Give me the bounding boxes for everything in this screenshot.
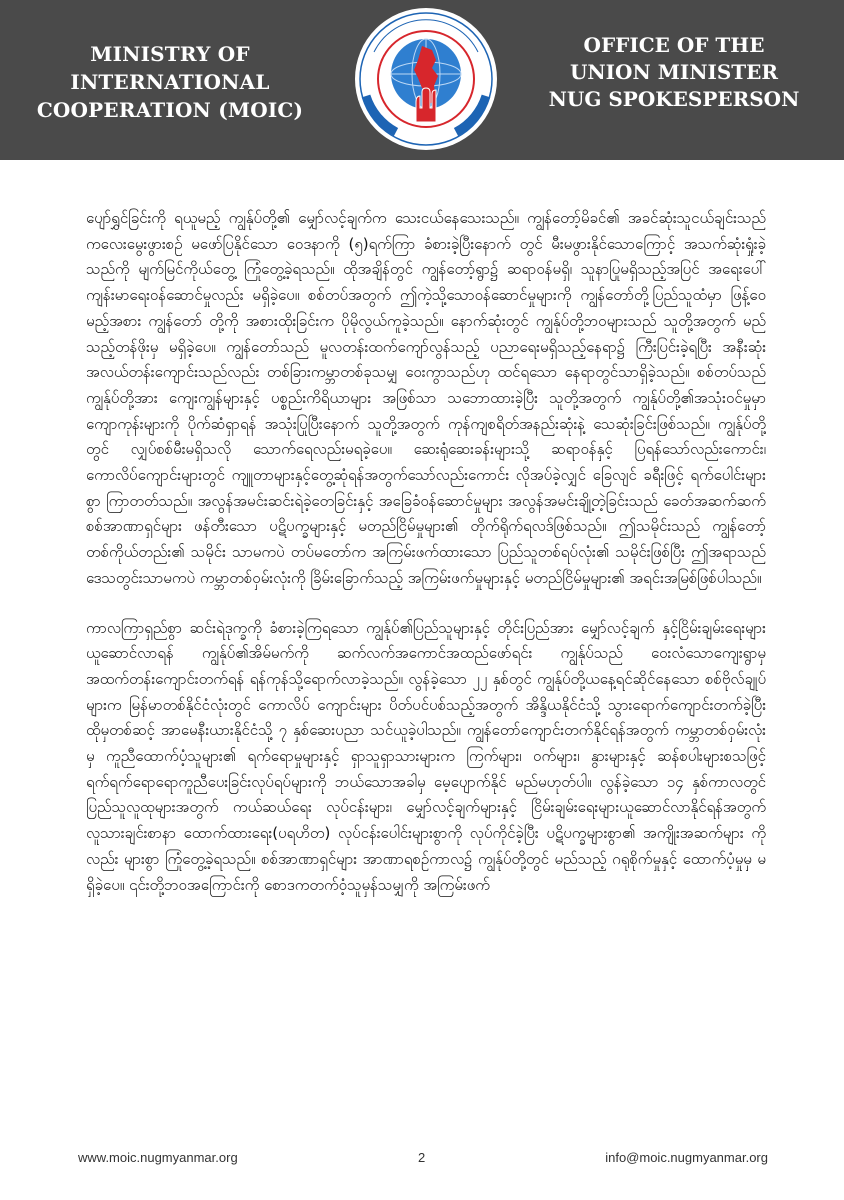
ministry-name-line2: COOPERATION (MOIC) bbox=[36, 98, 304, 122]
office-name-line1: OFFICE OF THE bbox=[583, 33, 765, 57]
office-name-line2: UNION MINISTER bbox=[569, 60, 779, 84]
office-name bbox=[524, 32, 824, 113]
page-footer bbox=[78, 1150, 768, 1170]
moic-seal-logo bbox=[352, 4, 500, 154]
ministry-name bbox=[20, 40, 320, 124]
statement-body bbox=[86, 206, 766, 922]
paragraph-2: ကာလကြာရှည်စွာ ဆင်းရဲဒုက္ခကို ခံစားခဲ့ကြရသော ကျွန်ုပ်၏ပြည်သူများနှင့် တိုင်းပြည်အား မျှော်လင့်ချက် နှင့်ငြိမ်းချမ်းရေးများယူဆောင်လာရန် ကျွန်ုပ်၏အိမ်မက်ကို ဆက်လက်အကောင်အထည်ဖော်ရင်း ကျွန်ုပ်သည် ဝေးလံသောကျေးရွာမှ အထက်တန်းကျောင်းတက်ရန် ရန်ကုန်သို့ရောက်လာခဲ့သည်။ လွန်ခဲ့သော ၂၂ နှစ်တွင် ကျွန်ုပ်တို့ယနေ့ရင်ဆိုင်နေသော စစ်ဗိုလ်ချုပ်များက မြန်မာတစ်နိုင်ငံလုံးတွင် ကောလိပ် ကျောင်းများ ပိတ်ပင်ပစ်သည့်အတွက် အိန္ဒိယနိုင်ငံသို့ သွားရောက်ကျောင်းတက်ခဲ့ပြီး ထိုမှတစ်ဆင့် အာမေနီးယားနိုင်ငံသို့ ၇ နှစ်ဆေးပညာ သင်ယူခဲ့ပါသည်။ ကျွန်တော်ကျောင်းတက်နိုင်ရန်အတွက် ကမ္ဘာတစ်ဝှမ်းလုံးမှ ကူညီထောက်ပံ့သူများ၏ ရက်ရောမှုများနှင့် ရှာသူရှာသားများက ကြက်များ၊ ဝက်များ၊ နွားများနှင့် ဆန်စပါးများစသဖြင့် ရက်ရက်ရောရောကူညီပေးခြင်းလုပ်ရပ်များကို ဘယ်သောအခါမှ မေ့ပျောက်နိုင် မည်မဟုတ်ပါ။ လွန်ခဲ့သော ၁၄ နှစ်ကာလတွင် ပြည်သူလူထုများအတွက် ကယ်ဆယ်ရေး လုပ်ငန်းများ၊ မျှော်လင့်ချက်များနှင့် ငြိမ်းချမ်းရေးများယူဆောင်လာနိုင်ရန်အတွက် လူသားချင်းစာနာ ထောက်ထားရေး(ပရဟိတ) လုပ်ငန်းပေါင်းများစွာကို လုပ်ကိုင်ခဲ့ပြီး ပဋိပက္ခများစွာ၏ အကျိုးအဆက်များ ကိုလည်း များစွာ ကြုံတွေ့ခဲ့ရသည်။ စစ်အာဏာရှင်များ အာဏာရစဉ်ကာလ၌ ကျွန်ုပ်တို့တွင် မည်သည့် ဂရုစိုက်မှုနှင့် ထောက်ပံ့မှုမှ မရှိခဲ့ပေ။ ၎င်းတို့ဘဝအကြောင်းကို စောဒကတက်ဝံ့သူမှန်သမျှကို အကြမ်းဖက် bbox=[86, 618, 766, 894]
footer-website-link[interactable]: www.moic.nugmyanmar.org bbox=[78, 1150, 238, 1165]
page-number: 2 bbox=[418, 1150, 426, 1165]
office-name-line3: NUG SPOKESPERSON bbox=[548, 87, 800, 111]
ministry-name-line1: MINISTRY OF INTERNATIONAL bbox=[70, 42, 270, 94]
footer-email-link[interactable]: info@moic.nugmyanmar.org bbox=[605, 1150, 768, 1165]
paragraph-1: ပျော်ရွှင်ခြင်းကို ရယူမည့် ကျွန်ုပ်တို့၏ မျှော်လင့်ချက်က သေးငယ်နေသေးသည်။ ကျွန်တော့်မိခင်၏ အခင်ဆုံးသူငယ်ချင်းသည် ကလေးမွေးဖွားစဥ် မဖော်ပြနိုင်သော ဝေဒနာကို (၅)ရက်ကြာ ခံစားခဲ့ပြီးနောက် တွင် မီးမဖွားနိုင်သောကြောင့် အသက်ဆုံးရှုံးခဲ့သည်ကို မျက်မြင်ကိုယ်တွေ့ ကြုံတွေ့ခဲ့ရသည်။ ထိုအချိန်တွင် ကျွန်တော့်ရွာ၌ ဆရာဝန်မရှိ၊ သူနာပြုမရှိသည့်အပြင် အရေးပေါ်ကျန်းမာရေးဝန်ဆောင်မှုလည်း မရှိခဲ့ပေ။ စစ်တပ်အတွက် ဤကဲ့သို့သောဝန်ဆောင်မှုများကို ကျွန်တော်တို့ပြည်သူထံမှာ ဖြန့်ဝေမည့်အစား ကျွန်တော် တို့ကို အစားထိုးခြင်းက ပိုမိုလွယ်ကူခဲ့သည်။ နောက်ဆုံးတွင် ကျွန်ုပ်တို့ဘဝများသည် သူတို့အတွက် မည်သည့်တန်ဖိုးမှ မရှိခဲ့ပေ။ ကျွန်တော်သည် မူလတန်းထက်ကျော်လွန်သည့် ပညာရေးမရှိသည့်နေရာ၌ ကြီးပြင်းခဲ့ရပြီး အနီးဆုံးအလယ်တန်းကျောင်းသည်လည်း တစ်ခြားကမ္ဘာတစ်ခုသမျှ ဝေးကွာသည်ဟု ထင်ရသော နေရာတွင်သာရှိခဲ့သည်။ စစ်တပ်သည် ကျွန်ုပ်တို့အား ကျေးကျွန်များနှင့် ပစ္စည်းကိရိယာများ အဖြစ်သာ သဘောထားခဲ့ပြီး သူတို့အတွက် ကျွန်ုပ်တို့၏အသုံးဝင်မှုမှာ ကျောကုန်းများကို ပိုက်ဆံရှာရန် အသုံးပြုပြီးနောက် သူတို့အတွက် ကုန်ကျစရိတ်အနည်းဆုံးနဲ့ သေဆုံးခြင်းဖြစ်သည်။ ကျွန်ုပ်တို့တွင် လျှပ်စစ်မီးမရှိသလို သောက်ရေလည်းမရခဲ့ပေ။ ဆေးရုံဆေးခန်းများသို့ ဆရာဝန်နှင့် ပြရန်သော်လည်းကောင်း၊ ကောလိပ်ကျောင်းများတွင် ကျူတာများနှင့်တွေ့ဆုံရန်အတွက်သော်လည်းကောင်း လိုအပ်ခဲ့လျှင် ခြေလျင် ခရီးဖြင့် ရက်ပေါင်းများစွာ ကြာတတ်သည်။ အလွန်အမင်းဆင်းရဲခဲ့တေခြင်းနှင့် အခြေခံဝန်ဆောင်မှုများ အလွန်အမင်းချို့တဲ့ခြင်းသည် ခေတ်အဆက်ဆက် စစ်အာဏာရှင်များ ဖန်တီးသော ပဋိပက္ခများနှင့် မတည်ငြိမ်မှုများ၏ တိုက်ရိုက်ရလဒ်ဖြစ်သည်။ ဤသမိုင်းသည် ကျွန်တော့်တစ်ကိုယ်တည်း၏ သမိုင်း သာမကပဲ တပ်မတော်က အကြမ်းဖက်ထားသော ပြည်သူတစ်ရပ်လုံး၏ သမိုင်းဖြစ်ပြီး ဤအရာသည် ဒေသတွင်းသာမကပဲ ကမ္ဘာတစ်ဝှမ်းလုံးကို ခြိမ်းခြောက်သည့် အကြမ်းဖက်မှုများနှင့် မတည်ငြိမ်မှုများ၏ အရင်းအမြစ်ဖြစ်ပါသည်။ bbox=[86, 209, 766, 587]
letterhead-bar bbox=[0, 0, 844, 160]
